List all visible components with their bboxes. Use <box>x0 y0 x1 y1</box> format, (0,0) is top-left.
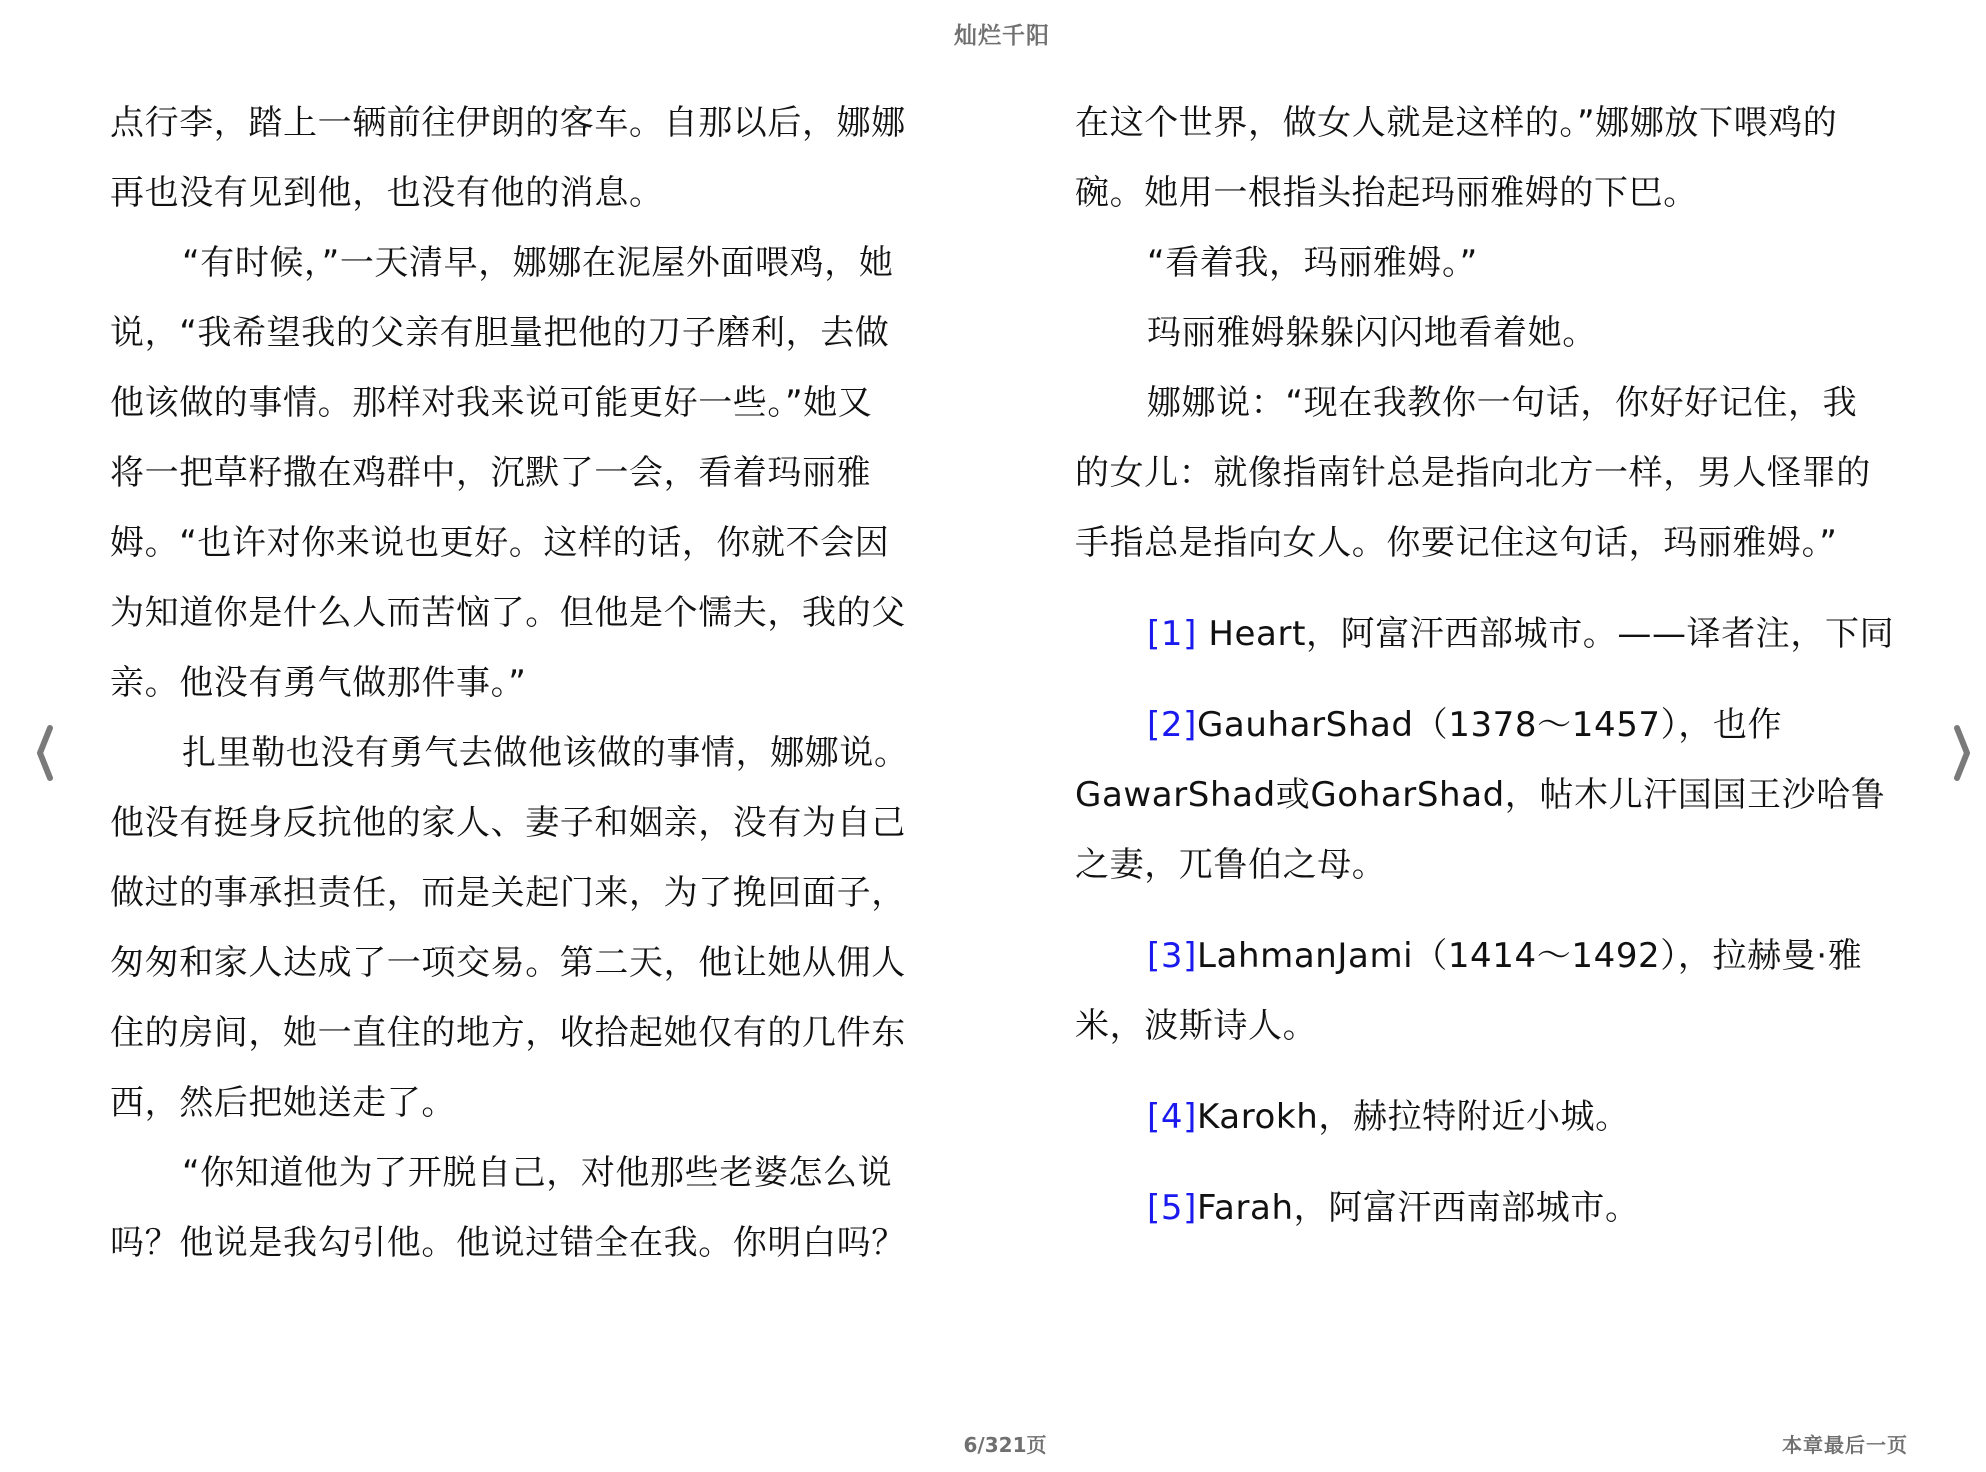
text-line: 亲。他没有勇气做那件事。” <box>110 663 527 703</box>
chevron-left-icon <box>28 722 68 784</box>
footnote-ref-link[interactable]: [1] <box>1147 614 1197 654</box>
chapter-status: 本章最后一页 <box>1782 1433 1908 1457</box>
paragraph-start-line: “看着我，玛丽雅姆。” <box>1147 243 1478 283</box>
previous-page-button[interactable] <box>28 722 68 784</box>
paragraph-start-line: “你知道他为了开脱自己，对他那些老婆怎么说 <box>182 1153 893 1193</box>
text-line: 他该做的事情。那样对我来说可能更好一些。”她又 <box>110 383 873 423</box>
footnote-text: GauharShad（1378～1457），也作 <box>1196 705 1783 745</box>
text-line: 碗。她用一根指头抬起玛丽雅姆的下巴。 <box>1075 173 1698 213</box>
footnote-3 <box>1075 921 1925 1061</box>
footnote-1 <box>1075 599 1925 669</box>
paragraph-start-line: 玛丽雅姆躲躲闪闪地看着她。 <box>1147 313 1597 353</box>
footnote-text: Heart，阿富汗西部城市。——译者注，下同 <box>1196 614 1895 654</box>
text-line: 再也没有见到他，也没有他的消息。 <box>110 173 664 213</box>
book-title: 灿烂千阳 <box>954 23 1050 49</box>
footnote-ref-link[interactable]: [3] <box>1147 936 1197 976</box>
footnote-text: 之妻，兀鲁伯之母。 <box>1075 845 1387 885</box>
paragraph-start-line: 扎里勒也没有勇气去做他该做的事情，娜娜说。 <box>182 733 909 773</box>
left-page-column <box>110 88 950 1278</box>
text-line: 他没有挺身反抗他的家人、妻子和姻亲，没有为自己 <box>110 803 906 843</box>
paragraph-start-line: 娜娜说：“现在我教你一句话，你好好记住，我 <box>1147 383 1858 423</box>
text-line: 说，“我希望我的父亲有胆量把他的刀子磨利，去做 <box>110 313 890 353</box>
chevron-right-icon <box>1940 722 1980 784</box>
text-line: 点行李，踏上一辆前往伊朗的客车。自那以后，娜娜 <box>110 103 906 143</box>
footnote-ref-link[interactable]: [5] <box>1147 1188 1197 1228</box>
text-line: 手指总是指向女人。你要记住这句话，玛丽雅姆。” <box>1075 523 1838 563</box>
right-page-column <box>1075 88 1925 1243</box>
text-line: 姆。“也许对你来说也更好。这样的话，你就不会因 <box>110 523 890 563</box>
footnote-ref-link[interactable]: [4] <box>1147 1097 1197 1137</box>
footnote-2 <box>1075 690 1925 900</box>
footnote-text: GawarShad或GoharShad，帖木儿汗国国王沙哈鲁 <box>1075 775 1886 815</box>
page-indicator: 6/321页 <box>963 1433 1047 1457</box>
text-line: 西，然后把她送走了。 <box>110 1083 456 1123</box>
footnote-text: Karokh，赫拉特附近小城。 <box>1196 1097 1630 1137</box>
footnote-4 <box>1075 1082 1925 1152</box>
footnote-text: 米，波斯诗人。 <box>1075 1006 1318 1046</box>
paragraph-start-line: “有时候，”一天清早，娜娜在泥屋外面喂鸡，她 <box>182 243 894 283</box>
footnote-text: Farah，阿富汗西南部城市。 <box>1196 1188 1640 1228</box>
text-line: 匆匆和家人达成了一项交易。第二天，他让她从佣人 <box>110 943 906 983</box>
text-line: 的女儿：就像指南针总是指向北方一样，男人怪罪的 <box>1075 453 1871 493</box>
next-page-button[interactable] <box>1940 722 1980 784</box>
text-line: 将一把草籽撒在鸡群中，沉默了一会，看着玛丽雅 <box>110 453 872 493</box>
text-line: 为知道你是什么人而苦恼了。但他是个懦夫，我的父 <box>110 593 906 633</box>
text-line: 做过的事承担责任，而是关起门来，为了挽回面子， <box>110 873 906 913</box>
footnote-5 <box>1075 1173 1925 1243</box>
footnote-ref-link[interactable]: [2] <box>1147 705 1197 745</box>
text-line: 住的房间，她一直住的地方，收拾起她仅有的几件东 <box>110 1013 906 1053</box>
text-line: 在这个世界，做女人就是这样的。”娜娜放下喂鸡的 <box>1075 103 1838 143</box>
text-line: 吗？他说是我勾引他。他说过错全在我。你明白吗？ <box>110 1223 906 1263</box>
footnote-text: LahmanJami（1414～1492），拉赫曼·雅 <box>1196 936 1863 976</box>
